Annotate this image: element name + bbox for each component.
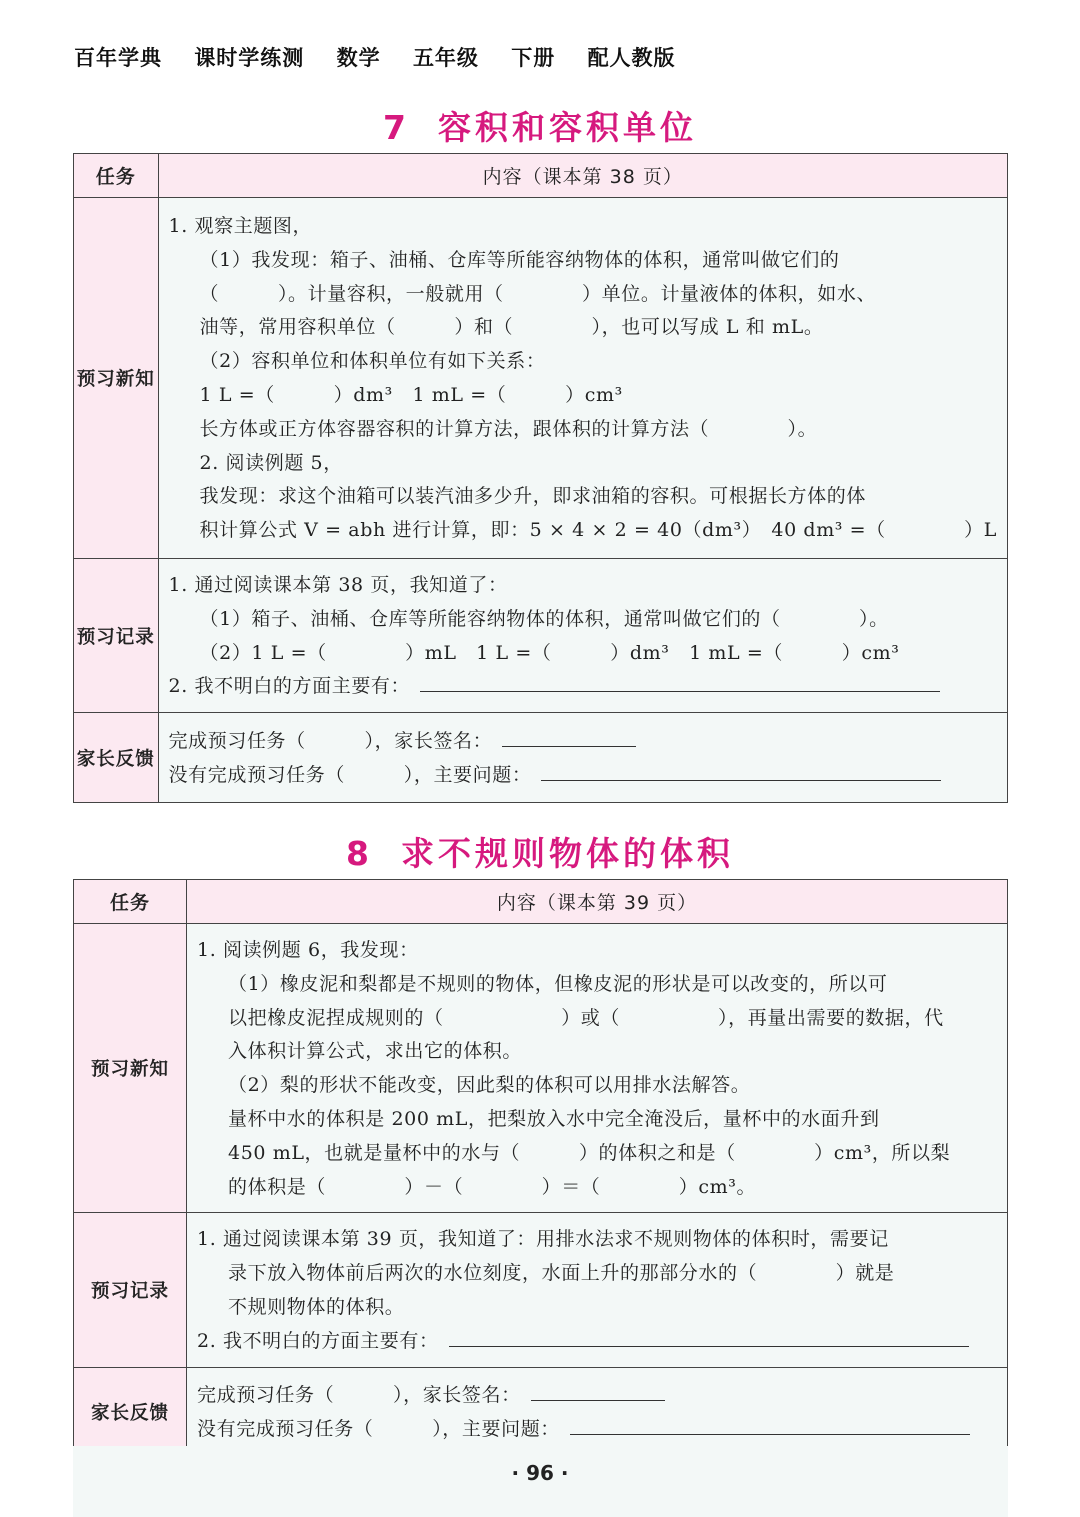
header-book: 课时学练测: [194, 46, 305, 70]
content-line: 量杯中水的体积是 200 mL，把梨放入水中完全淹没后，量杯中的水面升到: [228, 1107, 880, 1130]
content-line: 积计算公式 V = abh 进行计算，即：5 × 4 × 2 = 40（dm³） 40 dm³ =（ ）L: [199, 519, 997, 542]
table-row-preview-record: [74, 559, 1008, 713]
content-line: 1. 通过阅读课本第 38 页，我知道了：: [168, 574, 508, 596]
content-line: 的体积是（ ）－（ ）＝（ ）cm³。: [228, 1175, 757, 1198]
row-label: 预习新知: [74, 924, 187, 1213]
content-line: （ ）。计量容积，一般就用（ ）单位。计量液体的体积，如水、: [199, 282, 877, 305]
not-completed-label: 没有完成预习任务（ ），主要问题：: [197, 1418, 560, 1441]
section-8-title: [0, 828, 1080, 875]
not-completed-label: 没有完成预习任务（ ），主要问题：: [168, 763, 532, 786]
row-label: 预习新知: [74, 198, 159, 559]
content-line: 1. 阅读例题 6，我发现：: [197, 939, 419, 961]
content-line: [197, 1379, 997, 1413]
table-header-row: [74, 880, 1008, 924]
content-line: [169, 759, 997, 793]
header-series: 百年学典: [74, 46, 162, 70]
row-content: [158, 198, 1007, 559]
header-grade: 五年级: [412, 46, 479, 70]
parent-signature-blank[interactable]: [502, 725, 636, 747]
content-line: 入体积计算公式，求出它的体积。: [228, 1040, 523, 1063]
row-content: [187, 1367, 1008, 1457]
section-8-table: [73, 879, 1008, 1458]
table-row-preview-new: [74, 198, 1008, 559]
content-line: 长方体或正方体容器容积的计算方法，跟体积的计算方法（ ）。: [199, 417, 818, 440]
row-label: 预习记录: [74, 559, 159, 713]
table-header-row: [74, 154, 1008, 198]
completed-label: 完成预习任务（ ），家长签名：: [197, 1384, 521, 1407]
col-content-header: 内容（课本第 38 页）: [158, 154, 1007, 198]
table-row-preview-record: [74, 1213, 1008, 1367]
content-line: （2）梨的形状不能改变，因此梨的体积可以用排水法解答。: [228, 1074, 751, 1097]
page-number: · 96 ·: [511, 1461, 569, 1485]
content-line: 450 mL，也就是量杯中的水与（ ）的体积之和是（ ）cm³，所以梨: [228, 1141, 951, 1164]
content-line: 不规则物体的体积。: [228, 1295, 405, 1318]
main-problem-blank[interactable]: [541, 759, 941, 781]
header-edition: 配人教版: [587, 46, 676, 70]
completed-label: 完成预习任务（ ），家长签名：: [168, 729, 493, 752]
content-line: 以把橡皮泥捏成规则的（ ）或（ ），再量出需要的数据，代: [228, 1006, 944, 1029]
content-line: （1）橡皮泥和梨都是不规则的物体，但橡皮泥的形状是可以改变的，所以可: [228, 972, 888, 995]
parent-signature-blank[interactable]: [531, 1379, 665, 1401]
content-line: （1）我发现：箱子、油桶、仓库等所能容纳物体的体积，通常叫做它们的: [199, 248, 840, 271]
content-line: （2）1 L =（ ）mL 1 L =（ ）dm³ 1 mL =（ ）cm³: [199, 641, 900, 664]
content-line: [169, 725, 997, 759]
col-content-header: 内容（课本第 39 页）: [187, 880, 1008, 924]
header-volume: 下册: [511, 46, 556, 70]
content-line: 1. 通过阅读课本第 39 页，我知道了：用排水法求不规则物体的体积时，需要记: [197, 1228, 889, 1251]
unclear-points-label: 2. 我不明白的方面主要有：: [197, 1329, 439, 1352]
main-problem-blank[interactable]: [570, 1413, 970, 1435]
content-line: [197, 1325, 997, 1359]
row-label: 家长反馈: [74, 713, 159, 803]
row-label: 家长反馈: [74, 1367, 187, 1457]
content-line: （1）箱子、油桶、仓库等所能容纳物体的体积，通常叫做它们的（ ）。: [199, 607, 889, 630]
section-title-text: 求不规则物体的体积: [400, 834, 734, 873]
row-content: [158, 559, 1007, 713]
row-label: 预习记录: [74, 1213, 187, 1367]
content-line: 2. 阅读例题 5，: [199, 451, 343, 474]
section-7-title: [0, 102, 1080, 149]
table-row-parent-feedback: [74, 1367, 1008, 1457]
content-line: 录下放入物体前后两次的水位刻度，水面上升的那部分水的（ ）就是: [228, 1262, 895, 1285]
content-line: （2）容积单位和体积单位有如下关系：: [199, 350, 546, 373]
unclear-points-blank[interactable]: [420, 670, 940, 692]
col-task-header: 任务: [74, 154, 159, 198]
header-subject: 数学: [336, 46, 381, 70]
row-content: [158, 713, 1007, 803]
unclear-points-blank[interactable]: [449, 1325, 969, 1347]
content-line: 我发现：求这个油箱可以装汽油多少升，即求油箱的容积。可根据长方体的体: [199, 485, 866, 508]
content-line: 1 L =（ ）dm³ 1 mL =（ ）cm³: [199, 384, 623, 406]
content-line: 1. 观察主题图，: [168, 215, 313, 238]
content-line: 油等，常用容积单位（ ）和（ ），也可以写成 L 和 mL。: [199, 316, 824, 339]
unclear-points-label: 2. 我不明白的方面主要有：: [168, 675, 411, 698]
section-title-text: 容积和容积单位: [437, 108, 697, 147]
content-line: [197, 1413, 997, 1447]
col-task-header: 任务: [74, 880, 187, 924]
table-row-parent-feedback: [74, 713, 1008, 803]
content-line: [169, 670, 997, 704]
section-number: 8: [346, 834, 373, 873]
section-number: 7: [383, 108, 410, 147]
row-content: [187, 1213, 1008, 1367]
section-7-table: [73, 153, 1008, 803]
row-content: [187, 924, 1008, 1213]
book-header: [74, 42, 700, 72]
table-row-preview-new: [74, 924, 1008, 1213]
